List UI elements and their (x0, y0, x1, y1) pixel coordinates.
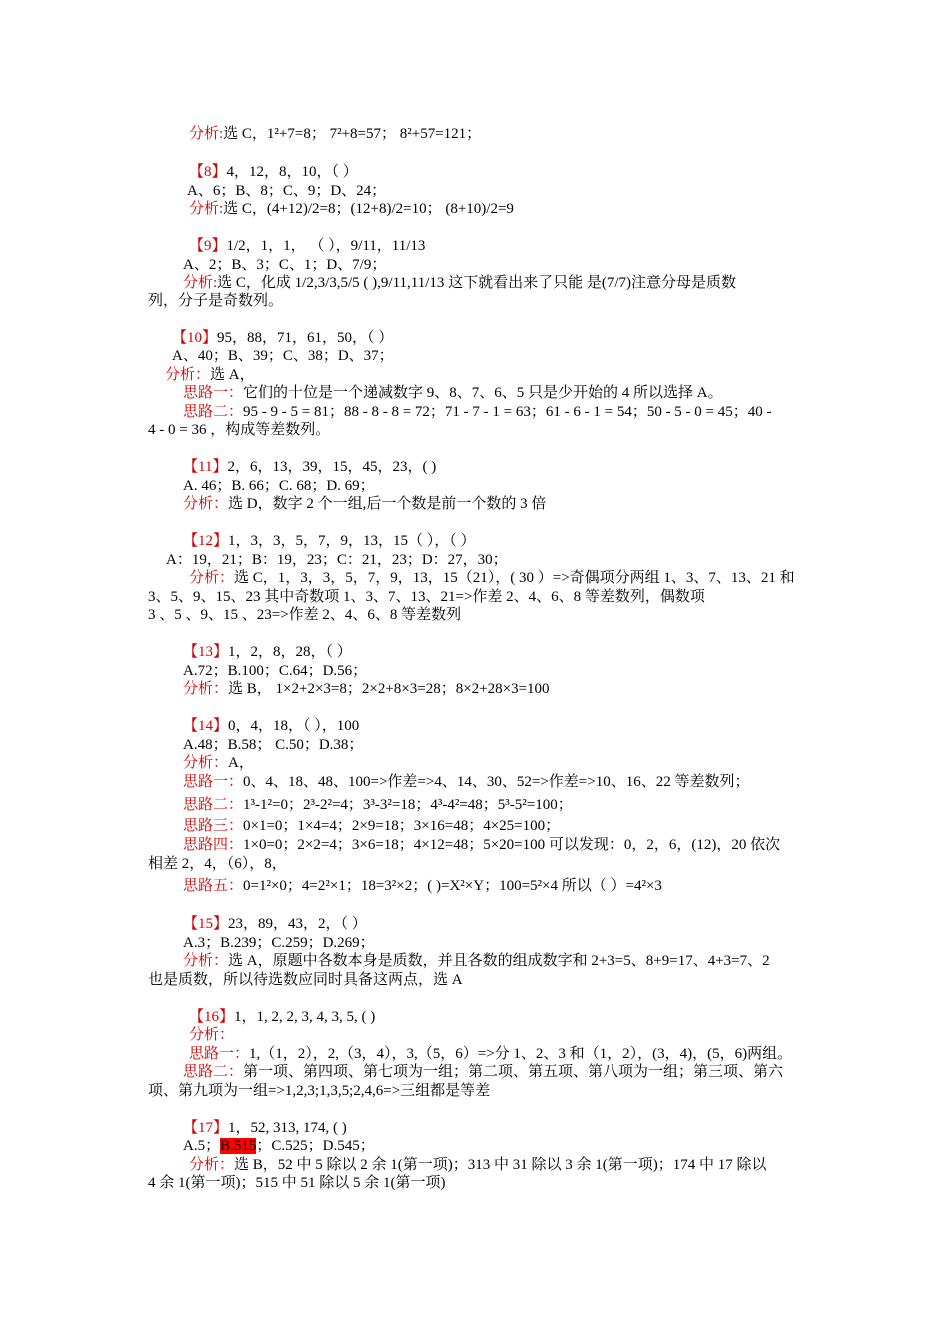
idea-text: 95 - 9 - 5 = 81；88 - 8 - 8 = 72；71 - 7 - 1 = 63；61 - 6 - 1 = 54；50 - 5 - 0 = 45；40 - (243, 404, 772, 420)
question-number: 【17】 (183, 1120, 229, 1136)
question-text: 2，6，13，39，15，45，23，( ) (227, 459, 437, 475)
q13-question (183, 643, 352, 661)
q10-idea2-cont: 4 - 0 = 36 ，构成等差数列。 (148, 422, 331, 438)
question-number: 【11】 (183, 459, 228, 475)
analysis-label: 分析: (183, 275, 218, 291)
question-number: 【9】 (189, 238, 227, 254)
q9-analysis-cont: 列，分子是奇数列。 (148, 293, 284, 309)
idea-label: 思路四： (183, 837, 244, 853)
question-text: 1，52, 313, 174, ( ) (228, 1120, 347, 1136)
q8-options: A、6；B、8；C、9；D、24； (187, 183, 387, 199)
idea-text: 它们的十位是一个递减数字 9、8、7、6、5 只是少开始的 4 所以选择 A。 (243, 385, 723, 401)
idea-text: 0×1=0；1×4=4；2×9=18；3×16=48；4×25=100； (243, 818, 561, 834)
q15-question (183, 915, 367, 933)
q14-idea4-cont: 相差 2，4，（6），8， (148, 856, 287, 872)
analysis-text: 选 D，数字 2 个一组,后一个数是前一个数的 3 倍 (228, 496, 547, 512)
question-text: 1/2，1，1， （ ），9/11，11/13 (226, 238, 426, 254)
q12-question (183, 532, 476, 550)
analysis-text: 选 C，(4+12)/2=8；(12+8)/2=10； (8+10)/2=9 (223, 201, 514, 217)
q17-analysis (189, 1156, 767, 1174)
question-text: 1，1, 2, 2, 3, 4, 3, 5, ( ) (234, 1009, 376, 1025)
question-text: 1，3，3，5，7，9，13，15（ ），（ ） (228, 533, 476, 549)
question-text: 4，12，8，10，（ ） (226, 164, 358, 180)
q8-analysis (189, 200, 514, 218)
question-number: 【10】 (172, 330, 218, 346)
question-number: 【13】 (183, 644, 229, 660)
q17-options (183, 1137, 375, 1155)
q14-idea4 (183, 836, 780, 854)
idea-label: 思路三： (183, 818, 244, 834)
q10-question (172, 329, 393, 347)
analysis-text: 选 C，化成 1/2,3/3,5/5 ( ),9/11,11/13 这下就看出来了只能 是(7/7)注意分母是质数 (217, 275, 737, 291)
idea-label: 思路一： (189, 1046, 250, 1062)
question-text: 23，89，43，2，（ ） (228, 916, 367, 932)
idea-label: 思路二： (183, 797, 244, 813)
analysis-text: 选 A， (210, 367, 255, 383)
q14-idea1 (183, 773, 749, 791)
q14-idea2 (183, 796, 573, 814)
q16-idea1 (189, 1045, 792, 1063)
analysis-label: 分析： (183, 496, 229, 512)
question-text: 1，2，8，28，（ ） (228, 644, 352, 660)
question-text: 95，88，71，61，50，（ ） (217, 330, 394, 346)
question-number: 【8】 (189, 164, 227, 180)
q10-idea1 (183, 384, 723, 402)
q15-analysis-cont: 也是质数，所以待选数应同时具备这两点，选 A (148, 972, 463, 988)
analysis-label: 分析： (189, 570, 235, 586)
q15-analysis (183, 952, 770, 970)
q11-options: A. 46；B. 66；C. 68；D. 69； (183, 478, 375, 494)
q17-question (183, 1119, 347, 1137)
question-number: 【15】 (183, 916, 229, 932)
analysis-label: 分析： (165, 367, 211, 383)
idea-label: 思路一： (183, 385, 244, 401)
q10-options: A、40；B、39；C、38；D、37； (172, 348, 394, 364)
analysis-text: 选 B，52 中 5 除以 2 余 1(第一项)；313 中 31 除以 3 余 1(第一项)；174 中 17 除以 (234, 1157, 767, 1173)
analysis-label: 分析： (183, 681, 229, 697)
idea-text: 1³-1²=0；2³-2²=4；3³-3²=18；4³-4²=48；5³-5²=100； (243, 797, 573, 813)
option-rest: ；C.525；D.545； (256, 1138, 375, 1154)
q10-analysis (165, 366, 255, 384)
analysis-label: 分析： (183, 755, 229, 771)
q12-analysis (189, 569, 795, 587)
idea-text: 第一项、第四项、第七项为一组；第二项、第五项、第八项为一组；第三项、第六 (243, 1064, 784, 1080)
q14-analysis (183, 754, 254, 772)
question-number: 【14】 (183, 718, 229, 734)
option-b-highlighted: B.515 (220, 1138, 257, 1154)
question-number: 【16】 (189, 1009, 235, 1025)
q14-idea5 (183, 877, 662, 895)
q12-analysis-cont2: 3 、5 、9、15 、23=>作差 2、4、6、8 等差数列 (148, 607, 462, 623)
analysis-label: 分析: (189, 201, 224, 217)
analysis-label: 分析: (189, 126, 224, 142)
q14-question (183, 717, 359, 735)
q16-idea2 (183, 1063, 783, 1081)
idea-label: 思路二： (183, 1064, 244, 1080)
question-text: 0，4，18，（ ），100 (228, 718, 360, 734)
q15-options: A.3；B.239；C.259；D.269； (183, 935, 375, 951)
idea-text: 0=1²×0；4=2²×1；18=3²×2；( )=X²×Y；100=5²×4 所以（ ）=4²×3 (243, 878, 662, 894)
idea-text: 0、4、18、48、100=>作差=>4、14、30、52=>作差=>10、16、22 等差数列； (243, 774, 750, 790)
idea-text: 1,（1，2），2,（3，4），3,（5，6）=>分 1、2、3 和（1，2），(3，4)，(5，6)两组。 (249, 1046, 793, 1062)
analysis-text: 选 C，1²+7=8； 7²+8=57； 8²+57=121； (223, 126, 482, 142)
q7-analysis (189, 125, 481, 143)
option-a: A.5； (183, 1138, 221, 1154)
analysis-text: 选 B， 1×2+2×3=8；2×2+8×3=28；8×2+28×3=100 (228, 681, 550, 697)
q12-analysis-cont: 3、5、9、15、23 其中奇数项 1、3、7、13、21=>作差 2、4、6、8 等差数列，偶数项 (148, 589, 705, 605)
analysis-text: 选 A，原题中各数本身是质数，并且各数的组成数字和 2+3=5、8+9=17、4+3=7、2 (228, 953, 770, 969)
q13-options: A.72；B.100；C.64；D.56； (183, 663, 368, 679)
analysis-text: A， (228, 755, 254, 771)
q9-options: A、2；B、3；C、1；D、7/9； (183, 257, 387, 273)
idea-label: 思路一： (183, 774, 244, 790)
q8-question (189, 163, 358, 181)
q16-question (189, 1008, 375, 1026)
q17-analysis-cont: 4 余 1(第一项)；515 中 51 除以 5 余 1(第一项) (148, 1175, 446, 1191)
analysis-label: 分析： (189, 1157, 235, 1173)
q11-question (183, 458, 436, 476)
analysis-label: 分析： (189, 1027, 235, 1043)
q13-analysis (183, 680, 550, 698)
q16-analysis (189, 1026, 234, 1044)
q11-analysis (183, 495, 546, 513)
q9-analysis (183, 274, 736, 292)
idea-label: 思路五： (183, 878, 244, 894)
idea-label: 思路二： (183, 404, 244, 420)
idea-text: 1×0=0；2×2=4；3×6=18；4×12=48；5×20=100 可以发现：0，2，6，(12)，20 依次 (243, 837, 781, 853)
analysis-text: 选 C，1，3，3，5，7，9，13，15（21），( 30 ）=>奇偶项分两组 1、3、7、13、21 和 (234, 570, 795, 586)
analysis-label: 分析： (183, 953, 229, 969)
q14-idea3 (183, 817, 560, 835)
q16-idea2-cont: 项、第九项为一组=>1,2,3;1,3,5;2,4,6=>三组都是等差 (148, 1083, 491, 1099)
question-number: 【12】 (183, 533, 229, 549)
q9-question (189, 237, 425, 255)
q14-options: A.48；B.58； C.50；D.38； (183, 737, 364, 753)
q12-options: A：19，21；B：19，23；C：21，23；D：27，30； (166, 552, 508, 568)
q10-idea2 (183, 403, 772, 421)
